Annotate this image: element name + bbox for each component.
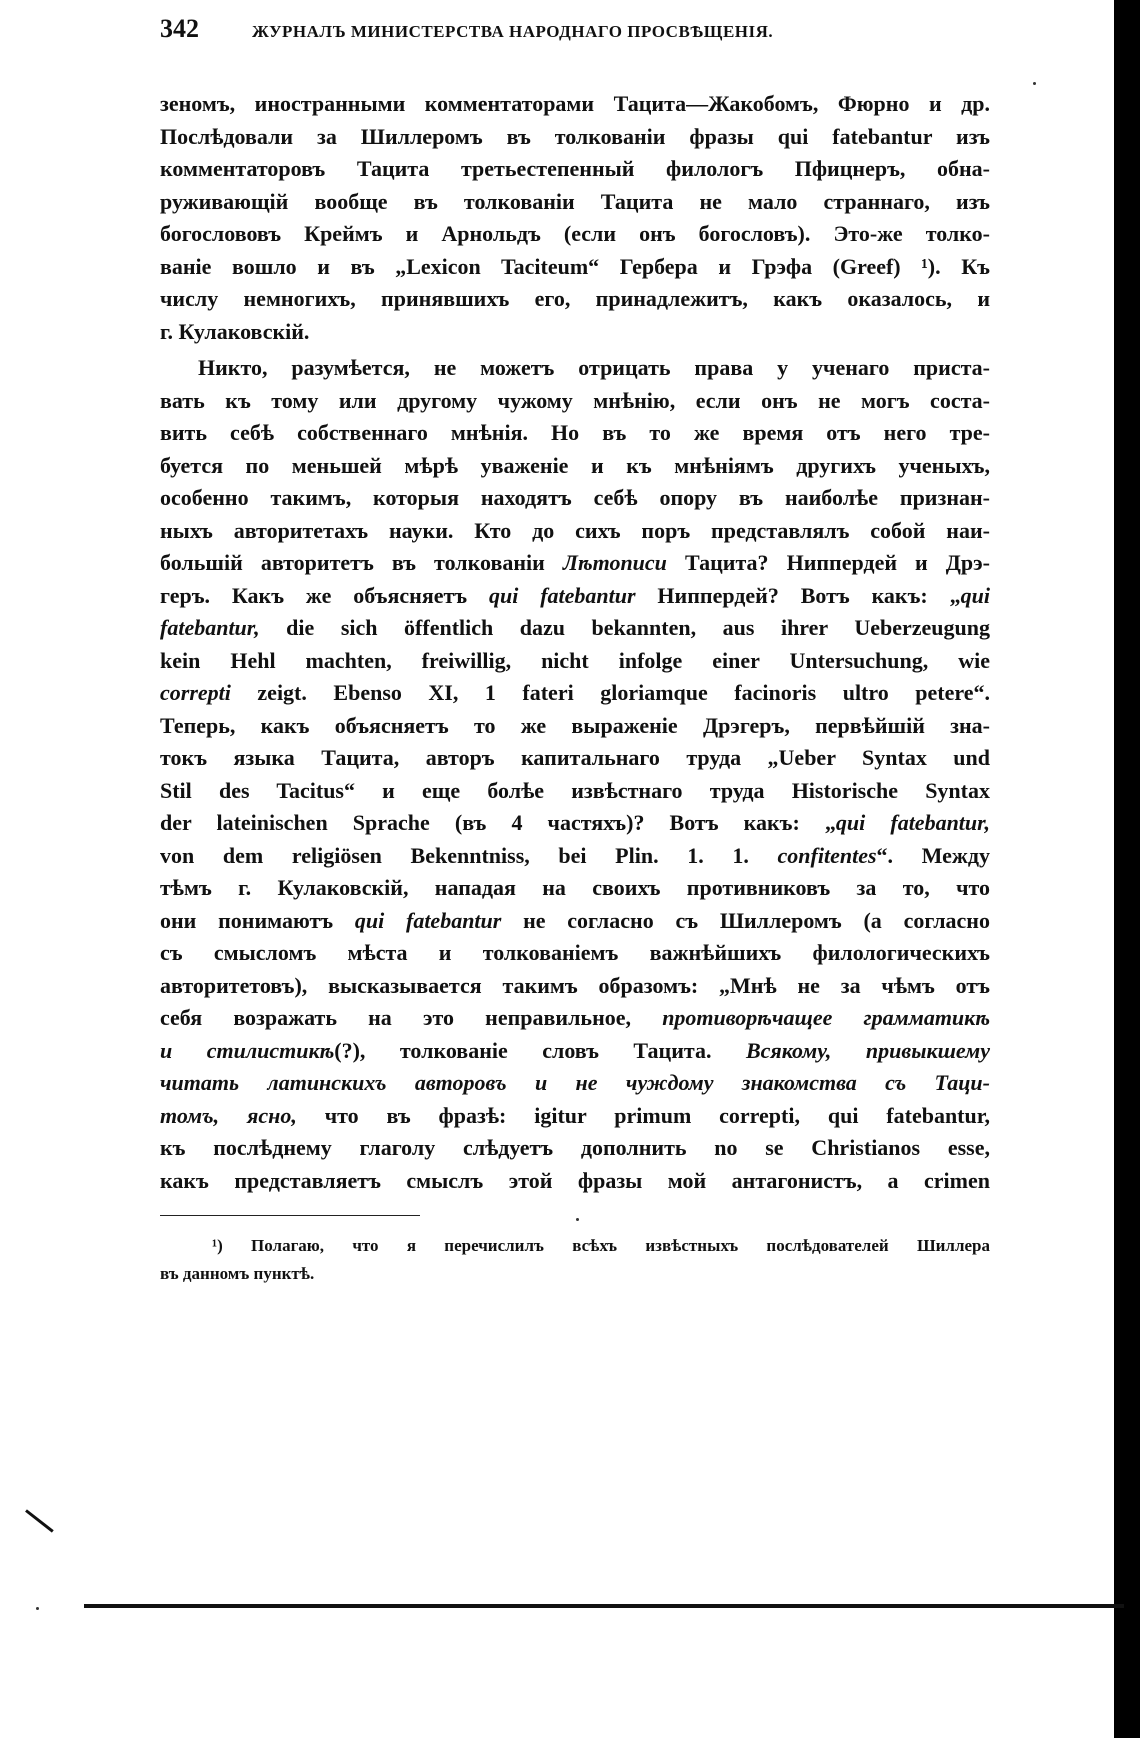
book-page xyxy=(160,14,990,1288)
text-run: die sich öffentlich dazu bekannten, aus ihrer Ueberzeugung xyxy=(259,615,990,640)
scan-speck xyxy=(576,1218,579,1221)
text-line: богослововъ Креймъ и Арнольдъ (если онъ богословъ). Это-же толко- xyxy=(160,221,990,246)
italic-run: qui fatebantur xyxy=(489,582,636,608)
italic-run: confitentes xyxy=(777,842,877,868)
text-run: Тацита? Ниппердей и Дрэ- xyxy=(666,550,990,575)
text-line xyxy=(160,677,990,710)
text-line: комментаторовъ Тацита третьестепенный филологъ Пфицнеръ, обна- xyxy=(160,156,990,181)
italic-run: и стилистикѣ xyxy=(160,1037,335,1063)
scan-speck xyxy=(36,1607,39,1610)
italic-run: qui fatebantur xyxy=(354,907,502,933)
italic-run: qui xyxy=(960,582,990,608)
text-run: геръ. Какъ же объясняетъ xyxy=(160,582,489,608)
italic-run: томъ, ясно, xyxy=(160,1102,297,1128)
italic-run: Всякому, привыкшему xyxy=(745,1037,990,1063)
text-run: der lateinischen Sprache (въ 4 частяхъ)? Вотъ какъ: „ xyxy=(160,810,836,835)
text-line: съ смысломъ мѣста и толкованіемъ важнѣйшихъ филологическихъ xyxy=(160,940,990,965)
text-line xyxy=(160,1035,990,1068)
footnote-line: ¹) Полагаю, что я перечислилъ всѣхъ извѣстныхъ послѣдователей Шиллера xyxy=(212,1236,990,1255)
text-line: Теперь, какъ объясняетъ то же выраженіе Дрэгеръ, первѣйшій зна- xyxy=(160,712,990,738)
text-run: (?), толкованіе словъ Тацита. xyxy=(334,1037,746,1063)
text-line: Никто, разумѣется, не можетъ отрицать права у ученаго приста- xyxy=(198,355,990,380)
body-text xyxy=(160,88,990,1197)
footnote-rule xyxy=(160,1215,420,1216)
text-line xyxy=(160,1067,990,1100)
text-line: г. Кулаковскій. xyxy=(160,318,310,344)
text-line: буется по меньшей мѣрѣ уваженіе и къ мнѣніямъ другихъ ученыхъ, xyxy=(160,452,990,478)
italic-run: противорѣчащее грамматикѣ xyxy=(662,1005,990,1030)
paragraph-2 xyxy=(160,352,990,1197)
italic-run: читать латинскихъ авторовъ и не чуждому знакомства съ Таци- xyxy=(160,1070,990,1095)
scan-mark xyxy=(25,1509,54,1532)
footnote-line: въ данномъ пунктѣ. xyxy=(160,1264,315,1283)
text-line: зеномъ, иностранными комментаторами Тацита—Жакобомъ, Фюрно и др. xyxy=(160,91,990,116)
text-run: большій авторитетъ въ толкованіи xyxy=(160,550,563,575)
text-run: von dem religiösen Bekenntniss, bei Plin. 1. 1. xyxy=(160,842,778,868)
text-run: что въ фразѣ: igitur primum correpti, qui fatebantur, xyxy=(296,1102,990,1128)
text-line xyxy=(160,807,990,840)
text-run: не согласно съ Шиллеромъ (а согласно xyxy=(501,907,990,933)
italic-run: fatebantur, xyxy=(160,615,260,640)
text-line: руживающій вообще въ толкованіи Тацита не мало страннаго, изъ xyxy=(160,188,990,214)
text-run: zeigt. Ebenso XI, 1 fateri gloriamque facinoris ultro petere“. xyxy=(230,680,990,705)
text-line xyxy=(160,1002,990,1035)
italic-run: correpti xyxy=(160,680,231,705)
text-line: kein Hehl machten, freiwillig, nicht infolge einer Untersuchung, wie xyxy=(160,647,990,673)
italic-run: Лѣтописи xyxy=(562,550,667,575)
text-line xyxy=(160,840,990,873)
scan-speck xyxy=(1033,82,1036,85)
text-line: токъ языка Тацита, авторъ капитальнаго труда „Ueber Syntax und xyxy=(160,745,990,770)
text-line: Послѣдовали за Шиллеромъ въ толкованіи фразы qui fatebantur изъ xyxy=(160,123,990,149)
paragraph-1 xyxy=(160,88,990,348)
text-line xyxy=(160,547,990,580)
scan-border xyxy=(1114,0,1140,1738)
scan-edge-line xyxy=(84,1604,1124,1608)
footnote xyxy=(160,1232,990,1288)
text-run: себя возражать на это неправильное, xyxy=(160,1005,663,1030)
text-line xyxy=(160,1100,990,1133)
page-header xyxy=(160,14,990,54)
text-line: какъ представляетъ смыслъ этой фразы мой антагонистъ, а crimen xyxy=(160,1167,990,1193)
text-line: тѣмъ г. Кулаковскій, нападая на своихъ противниковъ за то, что xyxy=(160,875,990,900)
page-number: 342 xyxy=(160,14,199,43)
text-line: ныхъ авторитетахъ науки. Кто до сихъ поръ представлялъ собой наи- xyxy=(160,517,990,543)
text-line: ваніе вошло и въ „Lexicon Taciteum“ Гербера и Грэфа (Greef) ¹). Къ xyxy=(160,253,990,279)
text-line xyxy=(160,580,990,613)
text-line: къ послѣднему глаголу слѣдуетъ дополнить nо se Christianos esse, xyxy=(160,1135,990,1160)
text-line: числу немногихъ, принявшихъ его, принадлежитъ, какъ оказалось, и xyxy=(160,286,990,311)
running-title: ЖУРНАЛЪ МИНИСТЕРСТВА НАРОДНАГО ПРОСВѢЩЕНІЯ. xyxy=(252,22,774,41)
italic-run: qui fatebantur, xyxy=(835,810,990,835)
text-line: вить себѣ собственнаго мнѣнія. Но въ то же время отъ него тре- xyxy=(160,420,990,445)
text-line: вать къ тому или другому чужому мнѣнію, если онъ не могъ соста- xyxy=(160,387,990,413)
text-line: особенно такимъ, которыя находятъ себѣ опору въ наиболѣе признан- xyxy=(160,485,990,510)
text-run: они понимаютъ xyxy=(160,907,355,933)
text-run: Ниппердей? Вотъ какъ: „ xyxy=(635,582,961,608)
text-line: авторитетовъ), высказывается такимъ образомъ: „Мнѣ не за чѣмъ отъ xyxy=(160,972,990,998)
text-run: “. Между xyxy=(876,842,991,868)
text-line xyxy=(160,905,990,938)
text-line: Stil des Tacitus“ и еще болѣе извѣстнаго труда Historische Syntax xyxy=(160,777,990,803)
text-line xyxy=(160,612,990,645)
